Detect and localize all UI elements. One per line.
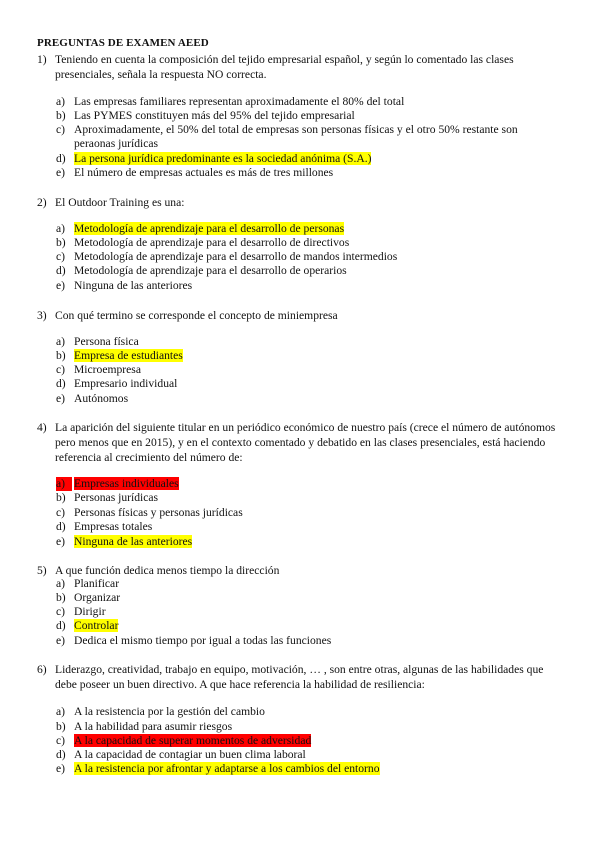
option-text: Autónomos: [74, 392, 129, 405]
question-text: A que función dedica menos tiempo la dirección: [55, 564, 280, 577]
option-letter: a): [56, 477, 72, 491]
option-letter: a): [56, 705, 66, 718]
option-letter: a): [56, 95, 66, 108]
option-text: Ninguna de las anteriores: [74, 535, 193, 548]
option-text: Metodología de aprendizaje para el desarrollo de operarios: [74, 264, 347, 277]
option-letter: b): [56, 720, 66, 733]
option-text: El número de empresas actuales es más de tres millones: [74, 166, 334, 179]
option-letter: d): [56, 520, 66, 533]
question-number: 3): [37, 309, 47, 322]
option-letter: b): [56, 349, 66, 362]
option-letter: e): [56, 762, 66, 775]
question-text: La aparición del siguiente titular en un periódico económico de nuestro país (crece el número de autónomos pero menos que en 2015), y en el contexto comentado y debatido en las clases presenciales, está haciendo referencia al crecimiento del número de:: [55, 421, 556, 464]
option-letter: d): [56, 264, 66, 277]
option-text: Ninguna de las anteriores: [74, 279, 193, 292]
option-text: Empresario individual: [74, 377, 178, 390]
question-number: 2): [37, 196, 47, 209]
question-number: 5): [37, 564, 47, 577]
option-text: Metodología de aprendizaje para el desarrollo de mandos intermedios: [74, 250, 398, 263]
option-text: A la capacidad de contagiar un buen clima laboral: [74, 748, 306, 761]
question-text: El Outdoor Training es una:: [55, 196, 185, 209]
option-letter: e): [56, 535, 66, 548]
option-letter: d): [56, 152, 66, 165]
option-letter: a): [56, 335, 66, 348]
option-letter: d): [56, 748, 66, 761]
option-letter: c): [56, 734, 66, 747]
option-letter: b): [56, 236, 66, 249]
question-number: 6): [37, 663, 47, 676]
document-title: PREGUNTAS DE EXAMEN AEED: [37, 37, 209, 49]
option-text: A la resistencia por afrontar y adaptarse a los cambios del entorno: [74, 762, 380, 775]
option-text: Personas jurídicas: [74, 491, 159, 504]
option-text: Personas físicas y personas jurídicas: [74, 506, 243, 519]
option-text: Empresa de estudiantes: [74, 349, 183, 362]
option-letter: c): [56, 123, 66, 136]
option-text: A la capacidad de superar momentos de adversidad: [74, 734, 312, 747]
option-letter: d): [56, 619, 66, 632]
option-letter: e): [56, 279, 66, 292]
option-letter: c): [56, 250, 66, 263]
option-text: La persona jurídica predominante es la sociedad anónima (S.A.): [74, 152, 372, 165]
option-letter: c): [56, 506, 66, 519]
option-text: A la resistencia por la gestión del cambio: [74, 705, 265, 718]
question-text: Con qué termino se corresponde el concepto de miniempresa: [55, 309, 338, 322]
option-text: Aproximadamente, el 50% del total de empresas son personas físicas y el otro 50% restante son peraonas jurídicas: [74, 123, 518, 150]
option-text: A la habilidad para asumir riesgos: [74, 720, 233, 733]
option-text: Microempresa: [74, 363, 141, 376]
option-text: Planificar: [74, 577, 120, 590]
option-letter: a): [56, 222, 66, 235]
option-letter: e): [56, 166, 66, 179]
option-text: Las PYMES constituyen más del 95% del tejido empresarial: [74, 109, 355, 122]
option-letter: b): [56, 491, 66, 504]
option-letter: e): [56, 392, 66, 405]
option-text: Metodología de aprendizaje para el desarrollo de personas: [74, 222, 345, 235]
option-letter: d): [56, 377, 66, 390]
question-number: 4): [37, 421, 47, 434]
option-letter: b): [56, 109, 66, 122]
option-letter: e): [56, 634, 66, 647]
option-text: Las empresas familiares representan aproximadamente el 80% del total: [74, 95, 405, 108]
option-text: Empresas totales: [74, 520, 153, 533]
option-letter: a): [56, 577, 66, 590]
option-letter: c): [56, 363, 66, 376]
option-text: Dedica el mismo tiempo por igual a todas las funciones: [74, 634, 332, 647]
option-text: Organizar: [74, 591, 121, 604]
option-text: Metodología de aprendizaje para el desarrollo de directivos: [74, 236, 350, 249]
question-text: Teniendo en cuenta la composición del tejido empresarial español, y según lo comentado las clases presenciales, señala la respuesta NO correcta.: [55, 53, 514, 81]
question-number: 1): [37, 53, 47, 66]
option-text: Controlar: [74, 619, 119, 632]
option-letter: c): [56, 605, 66, 618]
question-text: Liderazgo, creatividad, trabajo en equipo, motivación, … , son entre otras, algunas de las habilidades que debe poseer un buen directivo. A que hace referencia la habilidad de resiliencia:: [55, 663, 544, 691]
option-text: Dirigir: [74, 605, 106, 618]
option-text: Empresas individuales: [74, 477, 179, 490]
option-letter: b): [56, 591, 66, 604]
option-text: Persona física: [74, 335, 139, 348]
